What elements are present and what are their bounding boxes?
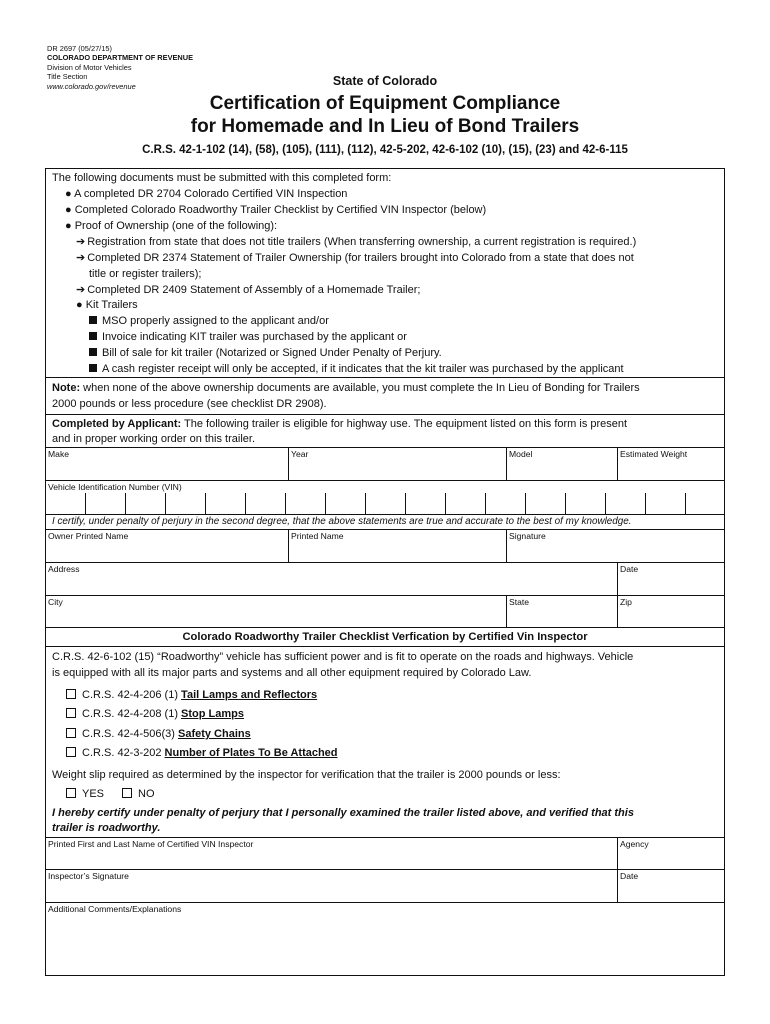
owner-name-field[interactable] (48, 543, 286, 561)
arrow-icon: ➔ (76, 236, 86, 248)
divider (45, 447, 725, 448)
kit-item-1: MSO properly assigned to the applicant and/or (89, 314, 329, 329)
inspector-certify-2: trailer is roadworthy. (52, 822, 161, 834)
weight-slip-text: Weight slip required as determined by the inspector for verification that the trailer is 2000 pounds or less: (52, 769, 561, 781)
checkbox[interactable] (66, 708, 76, 718)
weight-label: Estimated Weight (620, 449, 688, 459)
doc-item-3: ● Proof of Ownership (one of the following): (65, 220, 278, 232)
department-name: COLORADO DEPARTMENT OF REVENUE (47, 53, 194, 63)
note-line-2: 2000 pounds or less procedure (see checklist DR 2908). (52, 398, 327, 410)
inspection-date-field[interactable] (620, 883, 723, 901)
comments-label: Additional Comments/Explanations (48, 904, 182, 914)
arrow-icon: ➔ (76, 284, 86, 296)
roadworthy-desc-2: is equipped with all its major parts and systems and all other equipment required by Colorado Law. (52, 667, 532, 679)
divider (45, 562, 725, 563)
divider (45, 480, 725, 481)
printed-name-label: Printed Name (291, 531, 344, 541)
divider (45, 627, 725, 628)
inspector-certify-1: I hereby certify under penalty of perjury that I personally examined the trailer listed above, and verified that this (52, 807, 634, 819)
inspector-name-field[interactable] (48, 851, 614, 869)
inspector-signature-field[interactable] (48, 883, 614, 901)
divider (45, 377, 725, 378)
agency-label: Agency (620, 839, 649, 849)
title-line-2: for Homemade and In Lieu of Bond Trailers (190, 116, 580, 137)
kit-trailers: ● Kit Trailers (76, 299, 138, 311)
vin-field[interactable] (45, 493, 725, 514)
yes-option[interactable]: YES (66, 787, 104, 802)
model-label: Model (509, 449, 533, 459)
applicant-label: Completed by Applicant: (52, 418, 182, 430)
checklist-item-safety-chains[interactable]: C.R.S. 42-4-506(3) Safety Chains (66, 727, 251, 742)
square-bullet-icon (89, 364, 97, 372)
form-number: DR 2697 (05/27/15) (47, 44, 112, 53)
signature-field[interactable] (509, 543, 723, 561)
divider (45, 902, 725, 903)
website[interactable]: www.colorado.gov/revenue (47, 81, 136, 91)
divider (45, 595, 725, 596)
model-field[interactable] (509, 460, 615, 479)
ownership-sub-1: ➔ Registration from state that does not title trailers (When transferring ownership, a current registration is required.) (76, 235, 636, 250)
divider (45, 837, 725, 838)
date-label: Date (620, 564, 639, 574)
no-option[interactable]: NO (122, 787, 155, 802)
ownership-sub-2-cont: title or register trailers); (89, 268, 202, 280)
square-bullet-icon (89, 316, 97, 324)
checklist-item-tail-lamps[interactable]: C.R.S. 42-4-206 (1) Tail Lamps and Reflectors (66, 688, 317, 703)
inspection-date-label: Date (620, 871, 639, 881)
agency-field[interactable] (620, 851, 723, 869)
docs-intro: The following documents must be submitted with this completed form: (52, 172, 392, 184)
address-label: Address (48, 564, 80, 574)
divider (45, 414, 725, 415)
state-heading: State of Colorado (332, 74, 438, 88)
state-field[interactable] (509, 609, 615, 626)
divider (45, 869, 725, 870)
checklist-heading: Colorado Roadworthy Trailer Checklist Verfication by Certified Vin Inspector (182, 631, 588, 643)
year-field[interactable] (291, 460, 504, 479)
weight-field[interactable] (620, 460, 723, 479)
checkbox[interactable] (66, 689, 76, 699)
checkbox[interactable] (66, 788, 76, 798)
vin-label: Vehicle Identification Number (VIN) (48, 482, 182, 492)
division-name: Division of Motor Vehicles (47, 62, 132, 72)
applicant-certification: I certify, under penalty of perjury in the second degree, that the above statements are true and accurate to the best of my knowledge. (52, 516, 632, 527)
make-label: Make (48, 449, 70, 459)
comments-field[interactable] (48, 916, 723, 973)
bullet-icon: ● (65, 220, 72, 232)
note-label: Note: (52, 382, 81, 394)
applicant-line-1: Completed by Applicant: The following trailer is eligible for highway use. The equipment listed on this form is present (52, 418, 628, 430)
doc-item-2: ● Completed Colorado Roadworthy Trailer Checklist by Certified VIN Inspector (below) (65, 204, 487, 216)
ownership-sub-3: ➔ Completed DR 2409 Statement of Assembly of a Homemade Trailer; (76, 283, 420, 298)
arrow-icon: ➔ (76, 252, 86, 264)
divider (45, 646, 725, 647)
square-bullet-icon (89, 348, 97, 356)
kit-item-3: Bill of sale for kit trailer (Notarized or Signed Under Penalty of Perjury. (89, 346, 442, 361)
make-field[interactable] (48, 460, 286, 479)
owner-name-label: Owner Printed Name (48, 531, 129, 541)
title-line-1: Certification of Equipment Compliance (209, 93, 561, 114)
doc-item-1: ● A completed DR 2704 Colorado Certified VIN Inspection (65, 188, 348, 200)
checkbox[interactable] (122, 788, 132, 798)
note-line-1: Note: when none of the above ownership documents are available, you must complete the In Lieu of Bonding for Trailers (52, 382, 640, 394)
ownership-sub-2: ➔ Completed DR 2374 Statement of Trailer Ownership (for trailers brought into Colorado from a state that does not (76, 251, 634, 266)
bullet-icon: ● (65, 204, 72, 216)
inspector-signature-label: Inspector’s Signature (48, 871, 129, 881)
date-field[interactable] (620, 576, 723, 594)
checkbox[interactable] (66, 747, 76, 757)
address-field[interactable] (48, 576, 614, 594)
kit-item-2: Invoice indicating KIT trailer was purchased by the applicant or (89, 330, 407, 345)
kit-item-4: A cash register receipt will only be accepted, if it indicates that the kit trailer was purchased by the applicant (89, 362, 624, 377)
zip-label: Zip (620, 597, 632, 607)
zip-field[interactable] (620, 609, 723, 626)
bullet-icon: ● (65, 188, 72, 200)
divider (45, 529, 725, 530)
city-field[interactable] (48, 609, 503, 626)
roadworthy-desc-1: C.R.S. 42-6-102 (15) “Roadworthy” vehicle has sufficient power and is fit to operate on the roads and highways. Vehicle (52, 651, 634, 663)
statute-references: C.R.S. 42-1-102 (14), (58), (105), (111), (112), 42-5-202, 42-6-102 (10), (15), (23) and 42-6-115 (142, 144, 628, 156)
page-title (0, 92, 770, 138)
checklist-item-stop-lamps[interactable]: C.R.S. 42-4-208 (1) Stop Lamps (66, 707, 244, 722)
printed-name-field[interactable] (291, 543, 504, 561)
city-label: City (48, 597, 63, 607)
checklist-item-plates[interactable]: C.R.S. 42-3-202 Number of Plates To Be Attached (66, 746, 338, 761)
year-label: Year (291, 449, 309, 459)
divider (45, 514, 725, 515)
checkbox[interactable] (66, 728, 76, 738)
section-name: Title Section (47, 72, 88, 82)
square-bullet-icon (89, 332, 97, 340)
applicant-line-2: and in proper working order on this trailer. (52, 433, 255, 445)
state-label: State (509, 597, 530, 607)
inspector-name-label: Printed First and Last Name of Certified VIN Inspector (48, 839, 254, 849)
signature-label: Signature (509, 531, 546, 541)
bullet-icon: ● (76, 299, 83, 311)
